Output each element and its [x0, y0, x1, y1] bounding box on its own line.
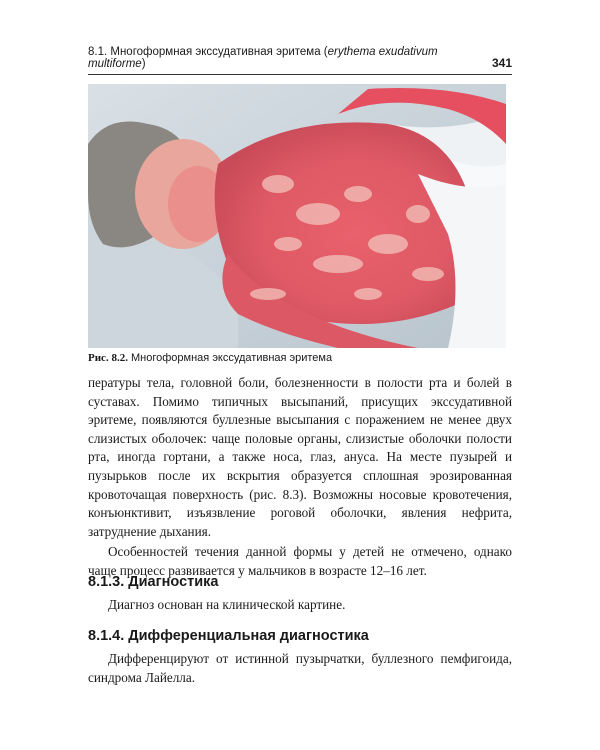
main-text: [88, 374, 512, 581]
section-text-differential: Дифференцируют от истинной пузырчатки, буллезного пемфигоида, синдрома Лайелла.: [88, 651, 512, 685]
section-heading-diagnostics: 8.1.3. Диагностика: [88, 574, 219, 590]
clinical-photo: [88, 84, 506, 348]
figure-label: Рис. 8.2.: [88, 352, 128, 364]
paragraph-1: пературы тела, головной боли, болезненности в полости рта и болей в суставах. Помимо типичных высыпаний, присущих экссудативной эритеме, появляются буллезные высыпания с поражением не менее двух слизистых оболочек: чаще половые органы, слизистые оболочки полости рта, иногда гортани, а также носа, глаз, ануса. На месте пузырей и пузырьков после их вскрытия образуется сплошная эрозированная кровоточащая поверхность (рис. 8.3). Возможны носовые кровотечения, конъюнктивит, изъязвление роговой оболочки, явления нефрита, затруднение дыхания.: [88, 375, 512, 539]
running-head-title: 8.1. Многоформная экссудативная эритема (erythema exudativum multiforme): [88, 46, 438, 70]
page-number: 341: [491, 56, 512, 70]
figure-caption-text: Многоформная экссудативная эритема: [131, 352, 333, 364]
section-heading-differential: 8.1.4. Дифференциальная диагностика: [88, 628, 369, 644]
running-head: [88, 46, 512, 75]
paragraph-2: Особенностей течения данной формы у детей не отмечено, однако чаще процесс развивается у мальчиков в возрасте 12–16 лет.: [88, 544, 512, 578]
section-text-diagnostics: Диагноз основан на клинической картине.: [108, 597, 346, 612]
figure-caption: [88, 352, 512, 364]
photo-illustration: [88, 84, 506, 348]
latin-term: erythema exudativum multiforme: [88, 46, 438, 70]
